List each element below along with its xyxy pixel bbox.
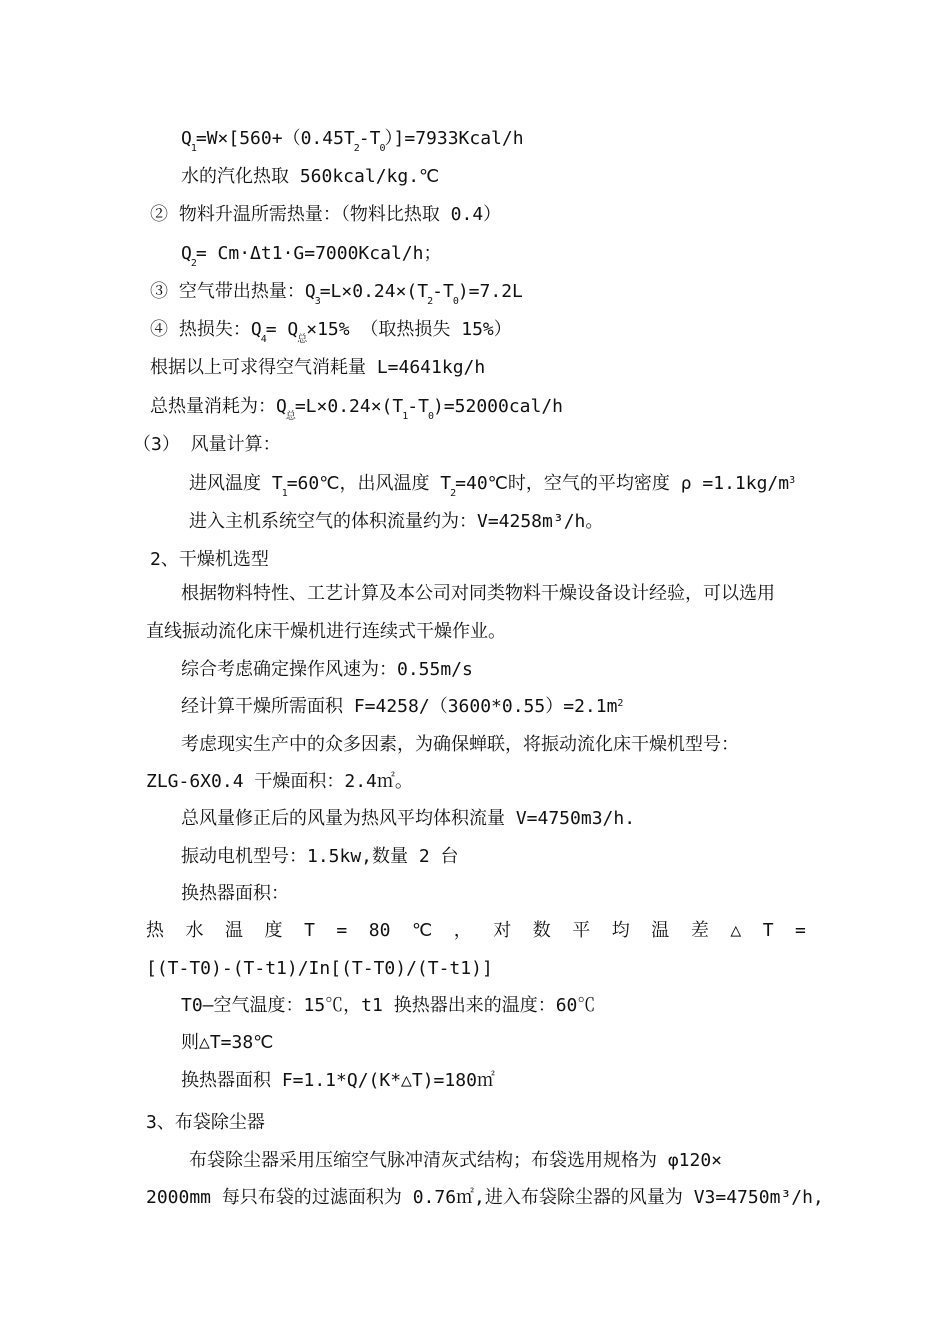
q1-formula: $Q_1=W\times[560+(0.45T_2-T_0)]=7933Kcal/h$ <box>181 128 524 154</box>
item-4: ④ 热损失：$Q_4= Q_总\times 15\%$ （取热损失 15%） <box>150 319 512 345</box>
air-consumption: 根据以上可求得空气消耗量 L=4641kg/h <box>150 357 486 378</box>
delta-t: 则△T=38℃ <box>181 1032 274 1053</box>
hot-water-line: 热 水 温 度 T = 80 ℃ ， 对 数 平 均 温 差 △ T = <box>146 920 806 941</box>
inlet-temp: 进风温度 $T_1=60℃$，出风温度 $T_2=40℃$时，空气的平均密度 $\rho =1.1kg/m^3$ <box>189 473 796 499</box>
area-calc: 经计算干燥所需面积 $F=4258/(3600*0.55)=2.1m^2$ <box>181 696 624 717</box>
log-mean-formula: [(T-T0)-(T-t1)/In[(T-T0)/(T-t1)] <box>146 958 493 979</box>
bag-line-1: 布袋除尘器采用压缩空气脉冲清灰式结构；布袋选用规格为 φ120× <box>189 1150 723 1171</box>
motor: 振动电机型号：1.5kw,数量 2 台 <box>181 846 459 867</box>
para-1-line-2: 直线振动流化床干燥机进行连续式干燥作业。 <box>146 621 506 642</box>
bag-line-2: 2000mm 每只布袋的过滤面积为 0.76㎡,进入布袋除尘器的风量为 V3=4750m³/h, <box>146 1187 824 1208</box>
item-2: ② 物料升温所需热量：（物料比热取 0.4） <box>150 204 502 225</box>
hx-area-label: 换热器面积： <box>181 883 289 904</box>
volume-flow: 进入主机系统空气的体积流量约为：V=4258m³/h。 <box>189 511 604 532</box>
heading-3: 3、布袋除尘器 <box>146 1112 265 1133</box>
q1-note: 水的汽化热取 560kcal/kg.℃ <box>181 166 440 187</box>
wind-speed: 综合考虑确定操作风速为：0.55m/s <box>181 659 473 680</box>
model-line-2: ZLG-6X0.4 干燥面积：2.4㎡。 <box>146 771 413 792</box>
item-3: ③ 空气带出热量：$Q_3=L\times 0.24\times(T_2-T_0)=7.2L$ <box>150 281 523 307</box>
t0-definition: T0—空气温度：15℃，t1 换热器出来的温度：60℃ <box>181 995 596 1016</box>
total-air: 总风量修正后的风量为热风平均体积流量 V=4750m3/h. <box>181 808 636 829</box>
hx-formula: 换热器面积 F=1.1*Q/(K*△T)=180㎡ <box>181 1070 495 1091</box>
para-1-line-1: 根据物料特性、工艺计算及本公司对同类物料干燥设备设计经验，可以选用 <box>181 583 775 604</box>
model-line-1: 考虑现实生产中的众多因素，为确保蝉联，将振动流化床干燥机型号： <box>181 734 739 755</box>
section-3-heading: （3） 风量计算： <box>133 434 281 455</box>
heading-2: 2、干燥机选型 <box>150 549 269 570</box>
q2-formula: $Q_2=$ Cm·Δt1·G=7000Kcal/h； <box>181 243 442 269</box>
total-heat: 总热量消耗为：$Q_总=L\times 0.24\times(T_1-T_0)=52000cal/h$ <box>150 396 564 422</box>
